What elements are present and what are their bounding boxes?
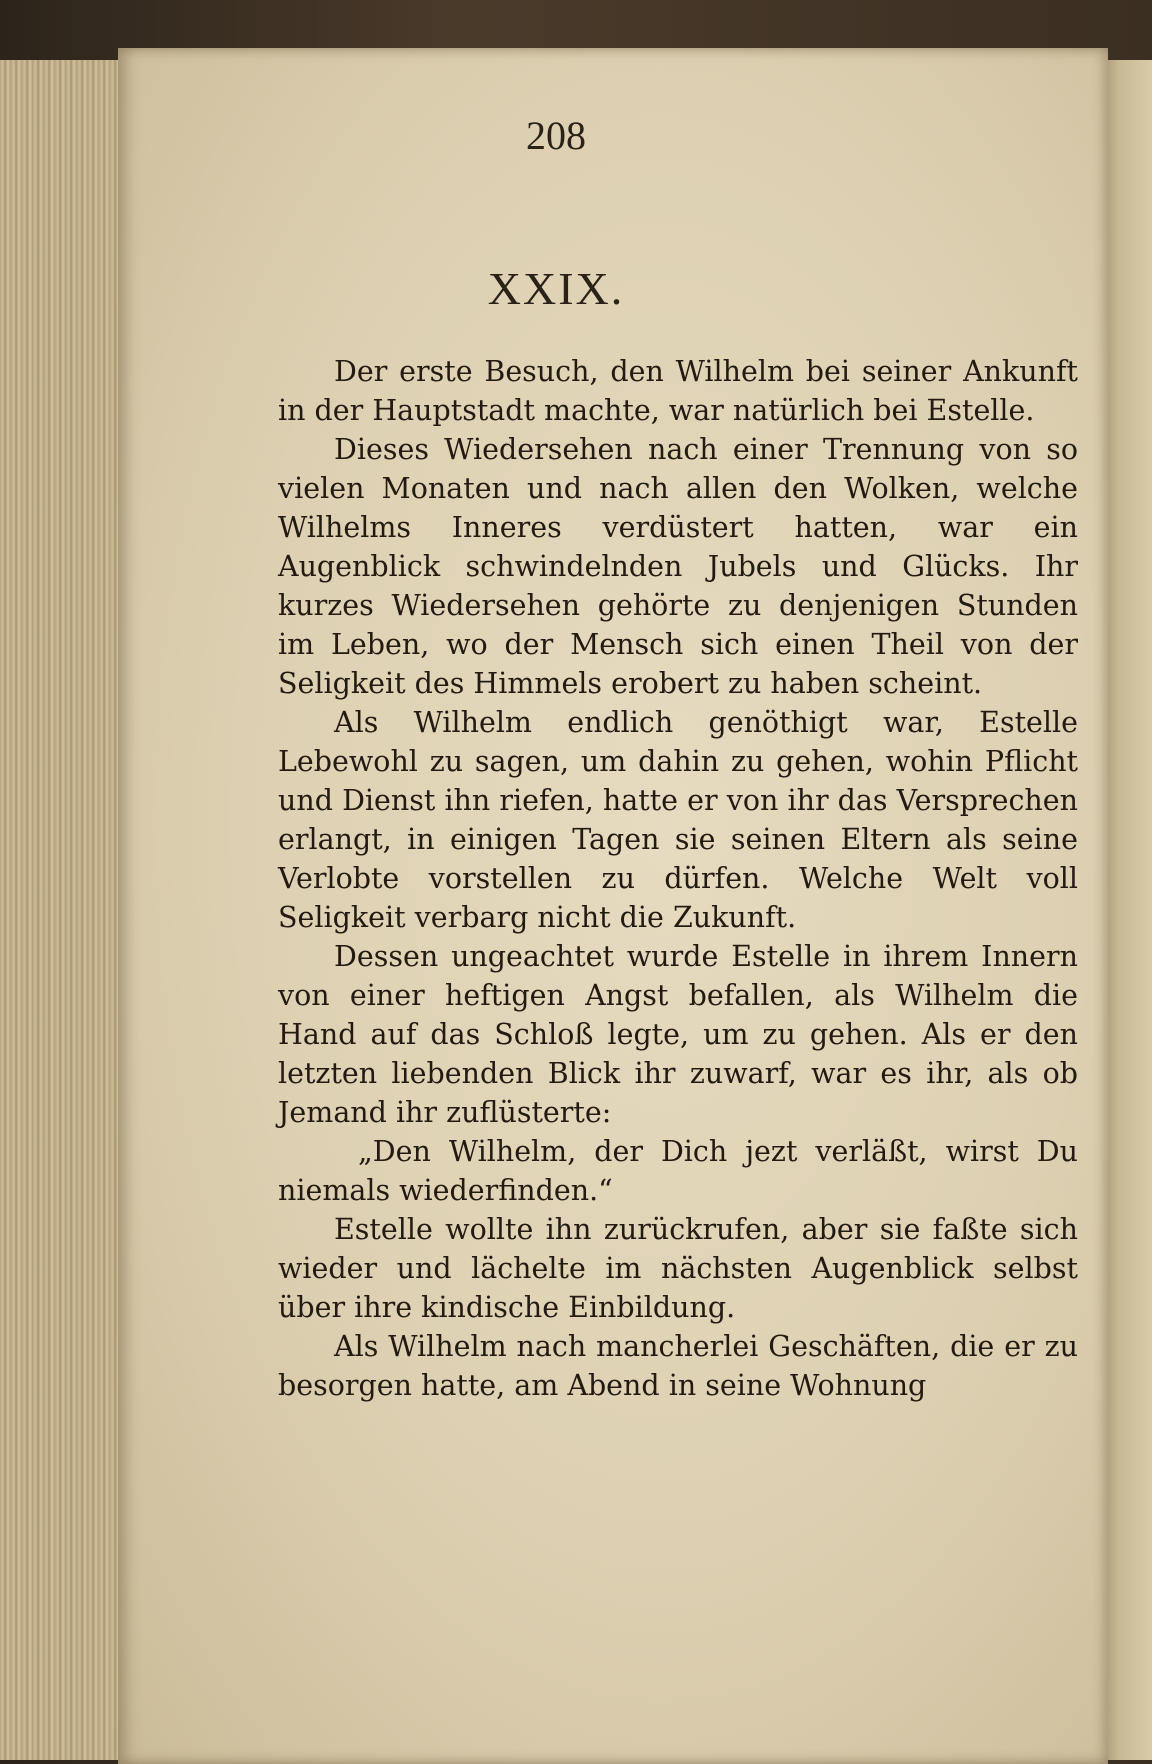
page-number: 208	[526, 113, 586, 158]
chapter-title: XXIX.	[487, 263, 625, 314]
paragraph-6: Als Wilhelm nach mancherlei Geschäften, die er zu besorgen hatte, am Abend in seine Wohnung	[278, 1330, 1078, 1402]
quoted-whisper: „Den Wilhelm, der Dich jezt verläßt, wirst Du niemals wiederfinden.“	[278, 1135, 1078, 1207]
page-edges	[0, 60, 132, 1760]
paragraph-4: Dessen ungeachtet wurde Estelle in ihrem Innern von einer heftigen Angst befallen, als Wilhelm die Hand auf das Schloß legte, um zu gehen. Als er den letzten liebenden Blick ihr zuwarf, war es ihr, als ob Jemand ihr zuflüsterte:	[278, 940, 1078, 1129]
paragraph-3: Als Wilhelm endlich genöthigt war, Estelle Lebewohl zu sagen, um dahin zu gehen, wohin Pflicht und Dienst ihn riefen, hatte er von ihr das Versprechen erlangt, in einigen Tagen sie seinen Eltern als seine Verlobte vorstellen zu dürfen. Welche Welt voll Seligkeit verbarg nicht die Zukunft.	[278, 706, 1078, 934]
page-text	[278, 352, 1078, 1405]
paragraph-1: Der erste Besuch, den Wilhelm bei seiner Ankunft in der Hauptstadt machte, war natürlich bei Estelle.	[278, 355, 1078, 427]
paragraph-2: Dieses Wiedersehen nach einer Trennung von so vielen Monaten und nach allen den Wolken, welche Wilhelms Inneres verdüstert hatten, war ein Augenblick schwindelnden Jubels und Glücks. Ihr kurzes Wiedersehen gehörte zu denjenigen Stunden im Leben, wo der Mensch sich einen Theil von der Seligkeit des Himmels erobert zu haben scheint.	[278, 433, 1078, 700]
paragraph-5: Estelle wollte ihn zurückrufen, aber sie faßte sich wieder und lächelte im nächsten Augenblick selbst über ihre kindische Einbildung.	[278, 1213, 1078, 1324]
